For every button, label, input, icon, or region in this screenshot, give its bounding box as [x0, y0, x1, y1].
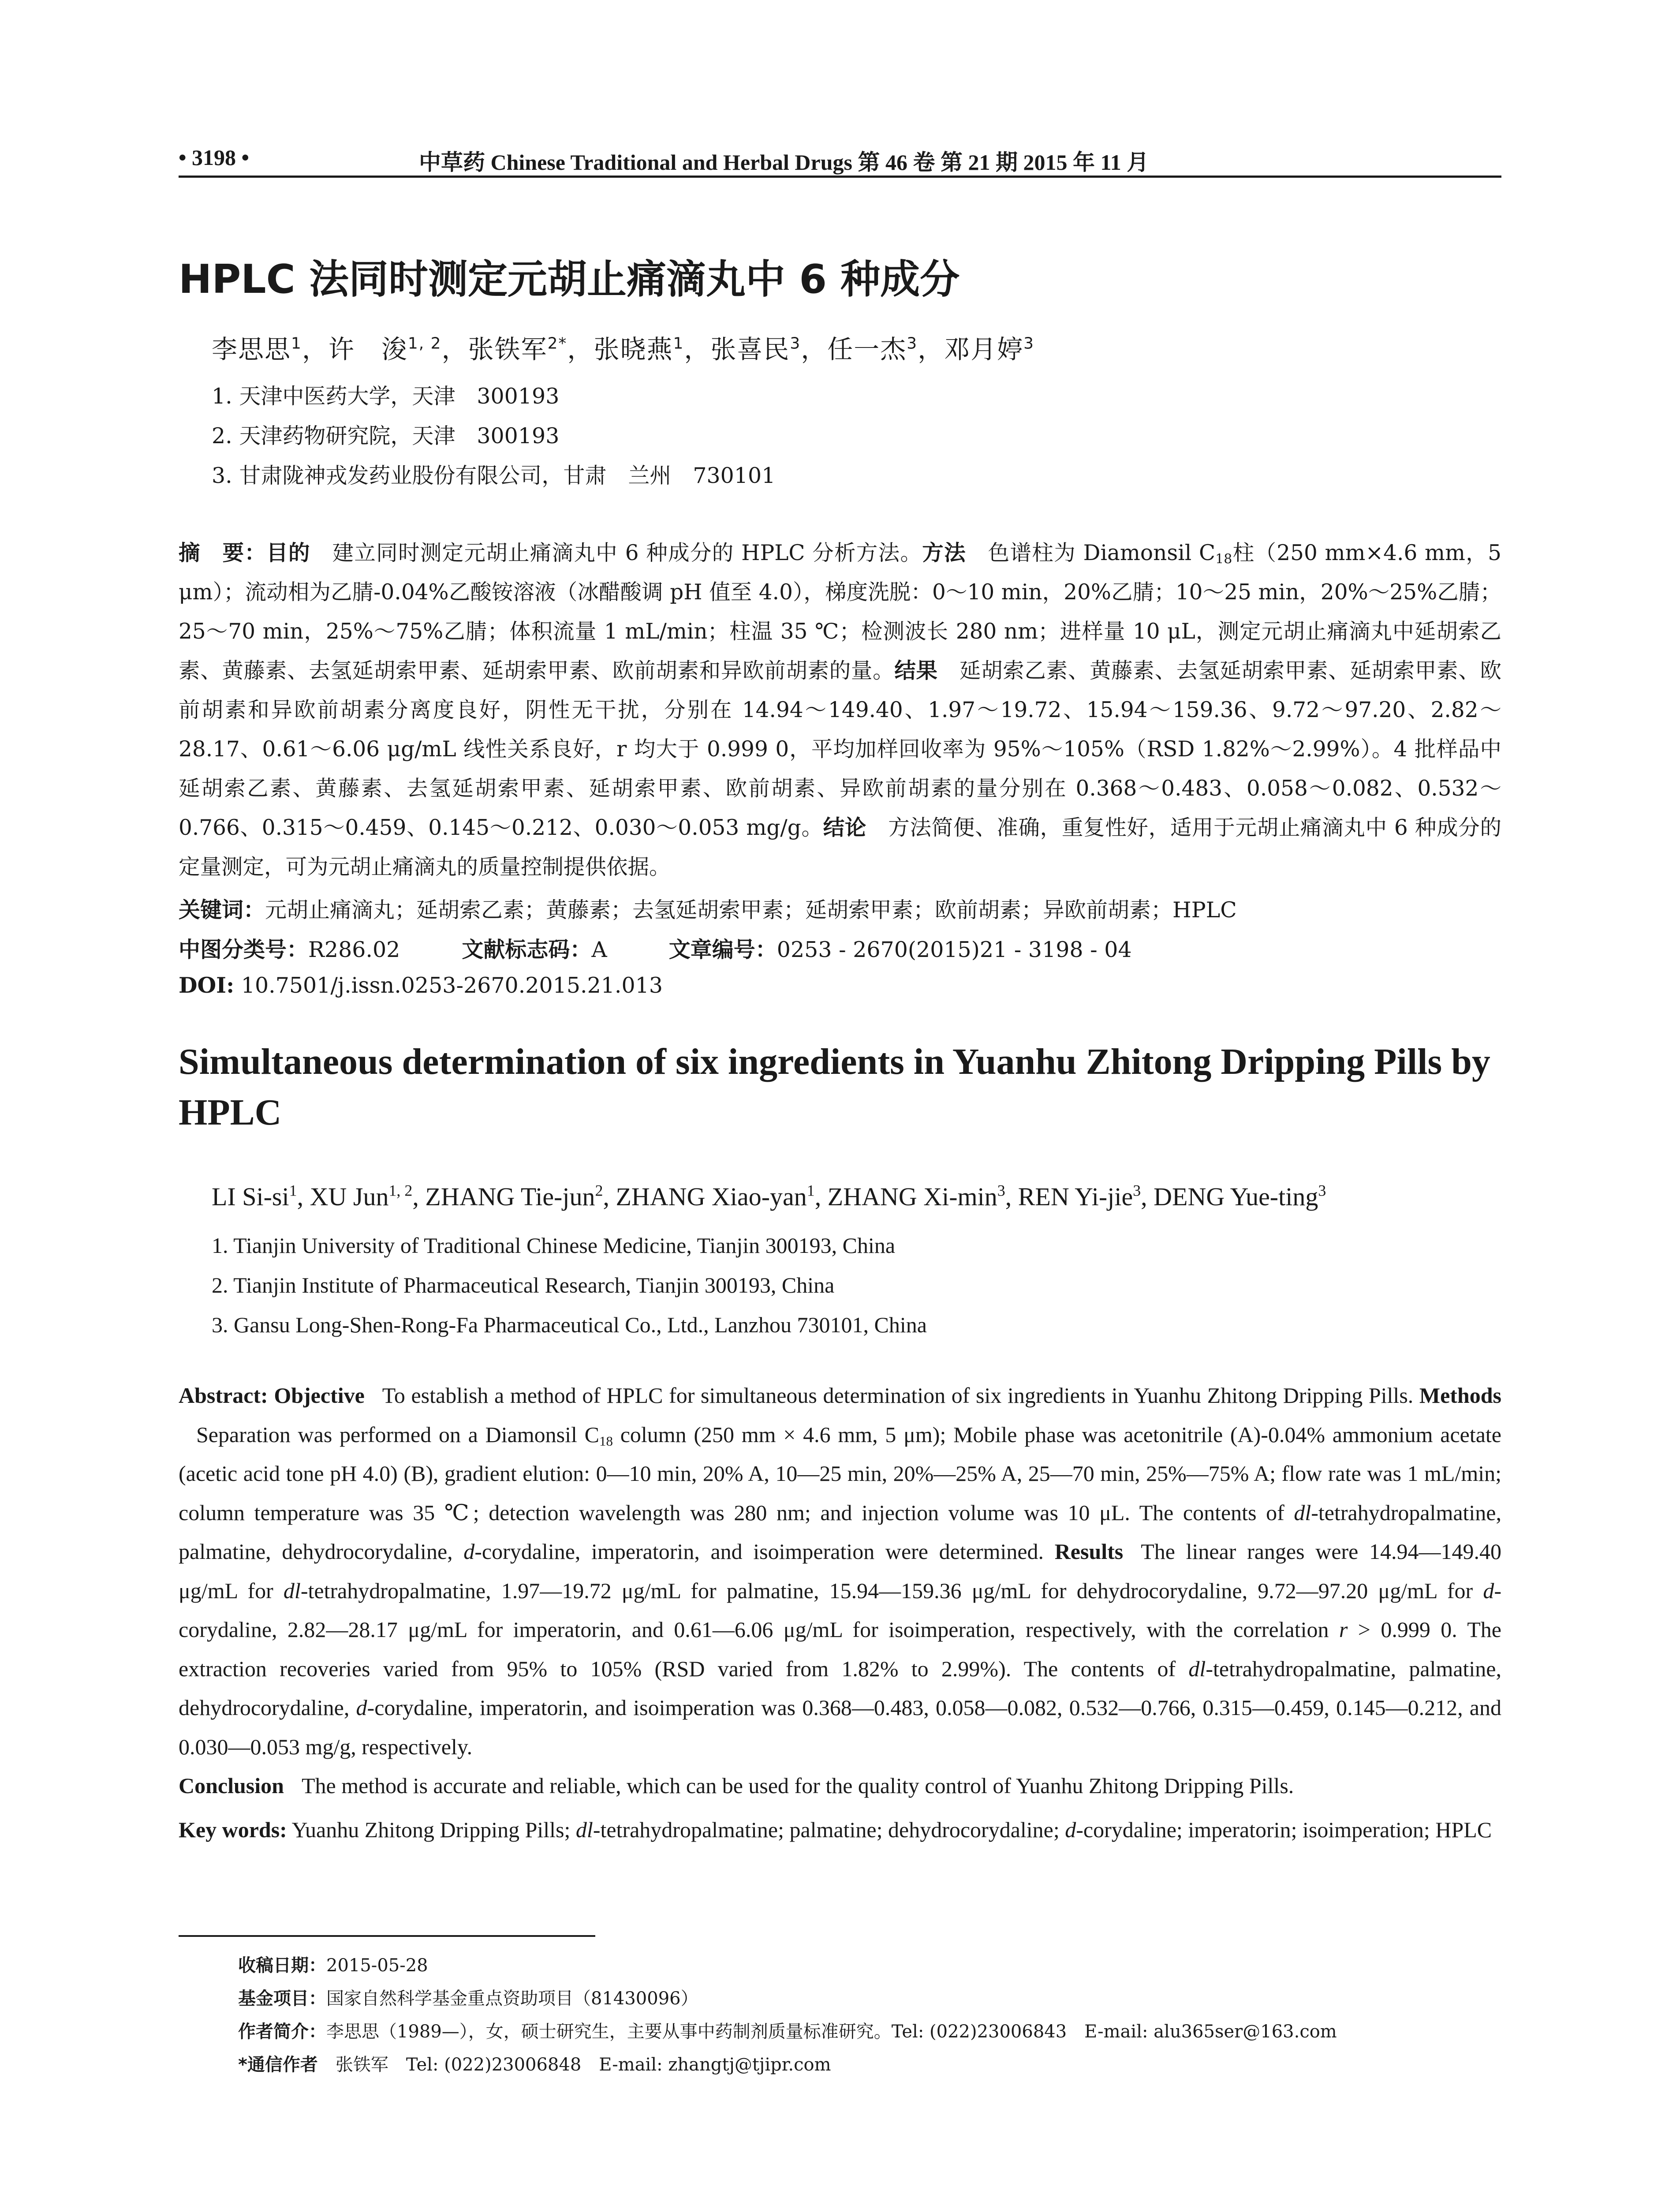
results-text: -tetrahydropalmatine, 1.97—19.72 μg/mL for palmatine, 15.94—159.36 μg/mL for dehydrocorydaline, 9.72—97.20 μg/mL for [300, 1578, 1483, 1603]
keywords-text: -corydaline; imperatorin; isoimperation; HPLC [1076, 1817, 1492, 1842]
corresponding-value: 张铁军 Tel: (022)23006848 E-mail: zhangtj@tjipr.com [317, 2055, 831, 2075]
chinese-authors: 李思思$^1$，许 浚$^{1, 2}$，张铁军$^{2*}$，张晓燕$^1$，张喜民$^3$，任一杰$^3$，邓月婷$^3$ [212, 334, 1035, 364]
author-sup: 1 [289, 1181, 297, 1200]
results-text: 延胡索乙素、黄藤素、去氢延胡索甲素、延胡索甲素、欧前胡素和异欧前胡素分离度良好，阴性无干扰，分别在 14.94～149.40、1.97～19.72、15.94～159.36、9.72～97.20、2.82～28.17、0.61～6.06 μg/mL 线性关系良好，r 均大于 0.999 0，平均加样回收率为 95%～105%（RSD 1.82%～2.99%）。4 批样品中延胡索乙素、黄藤素、去氢延胡索甲素、延胡索甲素、欧前胡素、异欧前胡素的量分别在 0.368～0.483、0.058～0.082、0.532～0.766、0.315～0.459、0.145～0.212、0.030～0.053 mg/g。 [179, 658, 1501, 840]
clc-value: R286.02 [308, 937, 400, 962]
author-sup: 1 [806, 1181, 815, 1200]
received-value: 2015-05-28 [326, 1955, 428, 1976]
methods-label: 方法 [922, 541, 966, 565]
author-name: 任一杰 [827, 334, 907, 364]
author-sup: 3 [907, 334, 918, 353]
running-header [179, 140, 1501, 184]
author-sup: 1, 2 [388, 1181, 413, 1200]
author-bio-value: 李思思（1989—），女，硕士研究生，主要从事中药制剂质量标准研究。Tel: (022)23006843 E-mail: alu365ser@163.com [326, 2022, 1337, 2042]
author-sup: 3 [997, 1181, 1005, 1200]
author-bio-label: 作者简介： [238, 2022, 326, 2042]
author-name: ZHANG Xiao-yan [616, 1182, 807, 1211]
article-no-label: 文章编号： [668, 937, 777, 962]
italic-prefix: d [356, 1695, 367, 1720]
classification-line [179, 933, 1132, 964]
italic-prefix: dl [575, 1817, 593, 1842]
objective-text: To establish a method of HPLC for simultaneous determination of six ingredients in Yuanhu Zhitong Dripping Pills. [382, 1383, 1419, 1408]
methods-text: -corydaline, imperatorin, and isoimperation were determined. [474, 1539, 1055, 1564]
chinese-affiliation: 1. 天津中医药大学，天津 300193 [212, 384, 560, 409]
english-affiliation: 1. Tianjin University of Traditional Chinese Medicine, Tianjin 300193, China [212, 1233, 896, 1258]
author-name: 李思思 [212, 334, 291, 364]
doc-code-value: A [591, 937, 607, 962]
doi-label: DOI: [179, 972, 235, 998]
italic-prefix: dl [283, 1578, 301, 1603]
keywords-label: 关键词： [179, 897, 265, 923]
conclusion-text: 方法简便、准确，重复性好，适用于元胡止痛滴丸中 6 种成分的定量测定，可为元胡止痛滴丸的质量控制提供依据。 [179, 815, 1501, 879]
italic-prefix: dl [1294, 1500, 1311, 1525]
doi-value: 10.7501/j.issn.0253-2670.2015.21.013 [234, 973, 663, 998]
journal-info: 中草药 Chinese Traditional and Herbal Drugs 第 46 卷 第 21 期 2015 年 11 月 [419, 150, 1149, 175]
objective-label: 目的 [266, 541, 310, 565]
footnote-author-bio [238, 2018, 1337, 2043]
chinese-affiliation: 2. 天津药物研究院，天津 300193 [212, 423, 560, 448]
author-name: DENG Yue-ting [1154, 1182, 1318, 1211]
objective-text: 建立同时测定元胡止痛滴丸中 6 种成分的 HPLC 分析方法。 [310, 541, 922, 565]
author-name: LI Si-si [212, 1182, 289, 1211]
author-name: 许 浚 [328, 334, 408, 364]
conclusion-label: Conclusion [179, 1773, 284, 1798]
results-text: -corydaline, 2.82—28.17 μg/mL for imperatorin, and 0.61—6.06 μg/mL for isoimperation, respectively, with the correlation [179, 1578, 1501, 1642]
chinese-affiliation: 3. 甘肃陇神戎发药业股份有限公司，甘肃 兰州 730101 [212, 463, 776, 488]
chinese-title: HPLC 法同时测定元胡止痛滴丸中 6 种成分 [179, 256, 960, 303]
author-sup: 1, 2 [407, 334, 442, 353]
author-sup: 1 [291, 334, 302, 353]
author-name: XU Jun [310, 1182, 389, 1211]
clc-label: 中图分类号： [179, 937, 309, 962]
results-text: -tetrahydropalmatine, palmatine, dehydrocorydaline, [179, 1656, 1502, 1720]
keywords-text: -tetrahydropalmatine; palmatine; dehydrocorydaline; [593, 1817, 1065, 1842]
fund-label: 基金项目： [238, 1988, 326, 2009]
methods-text: -tetrahydropalmatine, palmatine, dehydrocorydaline, [179, 1500, 1501, 1564]
fund-value: 国家自然科学基金重点资助项目（81430096） [326, 1988, 698, 2009]
methods-text: Separation was performed on a Diamonsil C [196, 1422, 599, 1447]
italic-prefix: d [1483, 1578, 1494, 1603]
author-sup: 2* [547, 334, 567, 353]
doi-line [179, 972, 663, 998]
results-text: > 0.999 0. The extraction recoveries varied from 95% to 105% (RSD varied from 1.82% to 2.99%). The contents of [179, 1617, 1501, 1681]
received-label: 收稿日期： [238, 1955, 326, 1976]
subscript: 18 [1215, 551, 1232, 567]
results-label: Results [1054, 1539, 1124, 1564]
italic-variable: r [1339, 1617, 1348, 1642]
chinese-keywords [179, 893, 1237, 924]
italic-prefix: dl [1188, 1656, 1206, 1681]
results-label: 结果 [894, 658, 938, 683]
methods-label: Methods [1419, 1383, 1501, 1408]
author-name: ZHANG Xi-min [827, 1182, 997, 1211]
header-rule [179, 176, 1501, 178]
article-no-value: 0253 - 2670(2015)21 - 3198 - 04 [777, 937, 1132, 962]
keywords-text: Yuanhu Zhitong Dripping Pills; [287, 1817, 576, 1842]
author-sup: 3 [1133, 1181, 1141, 1200]
author-name: 张晓燕 [594, 334, 673, 364]
author-sup: 2 [595, 1181, 603, 1200]
author-name: 邓月婷 [944, 334, 1024, 364]
english-affiliation: 3. Gansu Long-Shen-Rong-Fa Pharmaceutical Co., Ltd., Lanzhou 730101, China [212, 1312, 927, 1337]
page-number: • 3198 • [179, 145, 250, 170]
corresponding-label: *通信作者 [238, 2055, 318, 2075]
english-affiliation: 2. Tianjin Institute of Pharmaceutical Research, Tianjin 300193, China [212, 1273, 835, 1297]
italic-prefix: d [463, 1539, 475, 1564]
english-abstract [179, 1376, 1501, 1805]
footnote-corresponding [238, 2051, 831, 2076]
methods-text: column (250 mm × 4.6 mm, 5 μm); Mobile phase was acetonitrile (A)-0.04% ammonium acetate (acetic acid tone pH 4.0) (B), gradient elution: 0—10 min, 20% A, 10—25 min, 20%—25% A, 25—70 min, 25%—75% A; flow rate was 1 mL/min; column temperature was 35 ℃; detection wavelength was 280 nm; and injection volume was 10 μL. The contents of [179, 1422, 1502, 1525]
author-sup: 3 [1023, 334, 1035, 353]
methods-text: 色谱柱为 Diamonsil C [966, 541, 1216, 565]
conclusion-label: 结论 [823, 815, 867, 840]
subscript: 18 [599, 1433, 613, 1449]
abstract-label: 摘 要： [179, 541, 267, 565]
footnote-rule [179, 1935, 595, 1937]
footnote-fund [238, 1984, 698, 2010]
abstract-objective-label: Abstract: Objective [179, 1383, 365, 1408]
author-name: ZHANG Tie-jun [425, 1182, 595, 1211]
keywords-text: 元胡止痛滴丸；延胡索乙素；黄藤素；去氢延胡索甲素；延胡索甲素；欧前胡素；异欧前胡素；HPLC [265, 897, 1237, 923]
methods-text: 柱（250 mm×4.6 mm，5 μm）；流动相为乙腈-0.04%乙酸铵溶液（冰醋酸调 pH 值至 4.0），梯度洗脱：0～10 min，20%乙腈；10～25 min，20%～25%乙腈；25～70 min，25%～75%乙腈；体积流量 1 mL/min；柱温 35 ℃；检测波长 280 nm；进样量 10 μL，测定元胡止痛滴丸中延胡索乙素、黄藤素、去氢延胡索甲素、延胡索甲素、欧前胡素和异欧前胡素的量。 [179, 541, 1501, 683]
author-name: REN Yi-jie [1018, 1182, 1133, 1211]
results-text: The linear ranges were 14.94—149.40 μg/mL for [179, 1539, 1501, 1603]
author-name: 张喜民 [710, 334, 790, 364]
keywords-label: Key words: [179, 1817, 287, 1842]
footnote-received [238, 1951, 428, 1977]
english-authors: LI $Si-si^1$, XU Jun$^{1, 2}$, ZHANG Tie-jun$^2$, ZHANG Xiao-yan$^1$, ZHANG $Xi-\min^3$, REN Yi-jie$^3$, DENG Yue-ting$^3$ [212, 1181, 1326, 1211]
author-name: 张铁军 [468, 334, 548, 364]
english-title: Simultaneous determination of six ingredients in Yuanhu Zhitong Dripping Pills by HPLC [179, 1041, 1490, 1133]
english-keywords [179, 1810, 1501, 1850]
doc-code-label: 文献标志码： [462, 937, 592, 962]
author-sup: 1 [673, 334, 684, 353]
author-sup: 3 [1318, 1181, 1326, 1200]
results-text: -corydaline, imperatorin, and isoimperation was 0.368—0.483, 0.058—0.082, 0.532—0.766, 0.315—0.459, 0.145—0.212, and 0.030—0.053 mg/g, respectively. [179, 1695, 1501, 1759]
author-sup: 3 [790, 334, 801, 353]
conclusion-text: The method is accurate and reliable, which can be used for the quality control of Yuanhu Zhitong Dripping Pills. [301, 1773, 1294, 1798]
italic-prefix: d [1065, 1817, 1076, 1842]
chinese-abstract [179, 534, 1501, 887]
